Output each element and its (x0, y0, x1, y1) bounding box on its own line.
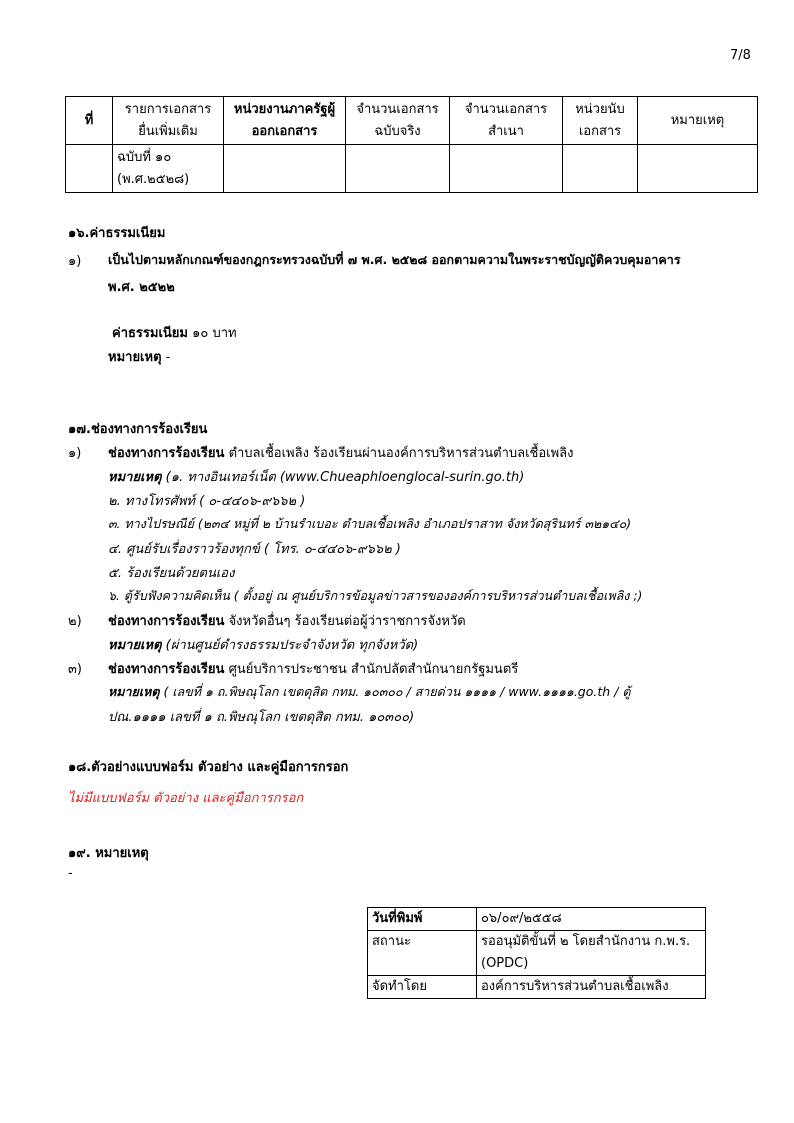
section16-text-line2: พ.ศ. ๒๕๒๒ (108, 280, 175, 295)
page-number: 7/8 (730, 48, 751, 63)
fee-value: ๑๐ บาท (192, 326, 237, 341)
info-row-prepared-by (368, 976, 706, 999)
complaint-item-1-note-3: ๓. ทางไปรษณีย์ (๒๓๔ หมู่ที่ ๒ บ้านรำเบอะ ตำบลเชื้อเพลิง อำเภอปราสาท จังหวัดสุรินทร์ ๓๒๑๔๐) (108, 516, 632, 531)
cell-no (66, 145, 113, 193)
section18-heading: ๑๘.ตัวอย่างแบบฟอร์ม ตัวอย่าง และคู่มือการกรอก (68, 760, 349, 775)
complaint-item-3-note-line2: ปณ.๑๑๑๑ เลขที่ ๑ ถ.พิษณุโลก เขตดุสิต กทม. ๑๐๓๐๐) (108, 710, 415, 725)
info-row-print-date (368, 908, 706, 931)
header-copy-count: จำนวนเอกสาร สำเนา (450, 97, 563, 145)
section17-heading: ๑๗.ช่องทางการร้องเรียน (68, 422, 208, 437)
complaint-item-1-note-5: ๕. ร้องเรียนด้วยตนเอง (108, 566, 235, 581)
complaint-item-3-number: ๓) (68, 662, 82, 677)
complaint-item-1-note-1: หมายเหตุ (๑. ทางอินเทอร์เน็ต (www.Chueaphloenglocal-surin.go.th) (108, 470, 525, 485)
header-item: รายการเอกสาร ยื่นเพิ่มเติม (113, 97, 224, 145)
complaint-item-2-number: ๒) (68, 614, 82, 629)
section16-text-line1: เป็นไปตามหลักเกณฑ์ของกฎกระทรวงฉบับที่ ๗ พ.ศ. ๒๕๒๘ ออกตามความในพระราชบัญญัติควบคุมอาคาร (108, 252, 681, 267)
section16-heading: ๑๖.ค่าธรรมเนียม (68, 226, 166, 241)
cell-copy-count (450, 145, 563, 193)
section19-heading: ๑๙. หมายเหตุ (68, 846, 149, 861)
complaint-item-1-note-6: ๖. ตู้รับฟังความคิดเห็น ( ตั้งอยู่ ณ ศูนย์บริการข้อมูลข่าวสารขององค์การบริหารส่วนตำบลเชื้อเพลิง ;) (108, 588, 643, 603)
status-value: รออนุมัติขั้นที่ ๒ โดยสำนักงาน ก.พ.ร. (OPDC) (477, 931, 706, 976)
documents-table (65, 96, 758, 193)
info-table (367, 907, 706, 999)
header-original-count: จำนวนเอกสาร ฉบับจริง (346, 97, 450, 145)
info-row-status (368, 931, 706, 976)
complaint-item-1: ช่องทางการร้องเรียน ตำบลเชื้อเพลิง ร้องเรียนผ่านองค์การบริหารส่วนตำบลเชื้อเพลิง (108, 446, 574, 461)
table-header-row (66, 97, 758, 145)
cell-remark (638, 145, 758, 193)
prepared-by-value: องค์การบริหารส่วนตำบลเชื้อเพลิง (477, 976, 706, 999)
section18-note: ไม่มีแบบฟอร์ม ตัวอย่าง และคู่มือการกรอก (68, 791, 304, 806)
complaint-item-3: ช่องทางการร้องเรียน ศูนย์บริการประชาชน สำนักปลัดสำนักนายกรัฐมนตรี (108, 662, 519, 677)
complaint-item-3-note-line1: หมายเหตุ ( เลขที่ ๑ ถ.พิษณุโลก เขตดุสิต กทม. ๑๐๓๐๐ / สายด่วน ๑๑๑๑ / www.๑๑๑๑.go.th / ตู้ (108, 684, 631, 699)
complaint-item-1-note-4: ๔. ศูนย์รับเรื่องราวร้องทุกข์ ( โทร. ๐-๔๔๐๖-๙๖๖๒ ) (108, 542, 401, 557)
cell-unit (563, 145, 638, 193)
section19-text: - (68, 866, 73, 881)
status-label: สถานะ (368, 931, 477, 976)
fee-note-value: - (165, 350, 171, 365)
complaint-item-2: ช่องทางการร้องเรียน จังหวัดอื่นๆ ร้องเรียนต่อผู้ว่าราชการจังหวัด (108, 614, 466, 629)
print-date-value: ๐๖/๐๙/๒๕๕๘ (477, 908, 706, 931)
print-date-label: วันที่พิมพ์ (368, 908, 477, 931)
cell-original-count (346, 145, 450, 193)
fee-note-line (108, 346, 170, 367)
prepared-by-label: จัดทำโดย (368, 976, 477, 999)
section16-item-number: ๑) (68, 254, 82, 269)
table-row (66, 145, 758, 193)
header-remark: หมายเหตุ (638, 97, 758, 145)
complaint-item-2-note: หมายเหตุ (ผ่านศูนย์ดำรงธรรมประจำจังหวัด ทุกจังหวัด) (108, 638, 419, 653)
header-no: ที่ (66, 97, 113, 145)
fee-label: ค่าธรรมเนียม (112, 326, 188, 341)
fee-line (112, 322, 237, 343)
complaint-item-1-number: ๑) (68, 446, 82, 461)
header-unit: หน่วยนับ เอกสาร (563, 97, 638, 145)
complaint-item-1-note-2: ๒. ทางโทรศัพท์ ( ๐-๔๔๐๖-๙๖๖๒ ) (108, 494, 306, 509)
fee-note-label: หมายเหตุ (108, 350, 162, 365)
cell-item: ฉบับที่ ๑๐ (พ.ศ.๒๕๒๘) (113, 145, 224, 193)
header-agency: หน่วยงานภาครัฐผู้ ออกเอกสาร (224, 97, 346, 145)
cell-agency (224, 145, 346, 193)
